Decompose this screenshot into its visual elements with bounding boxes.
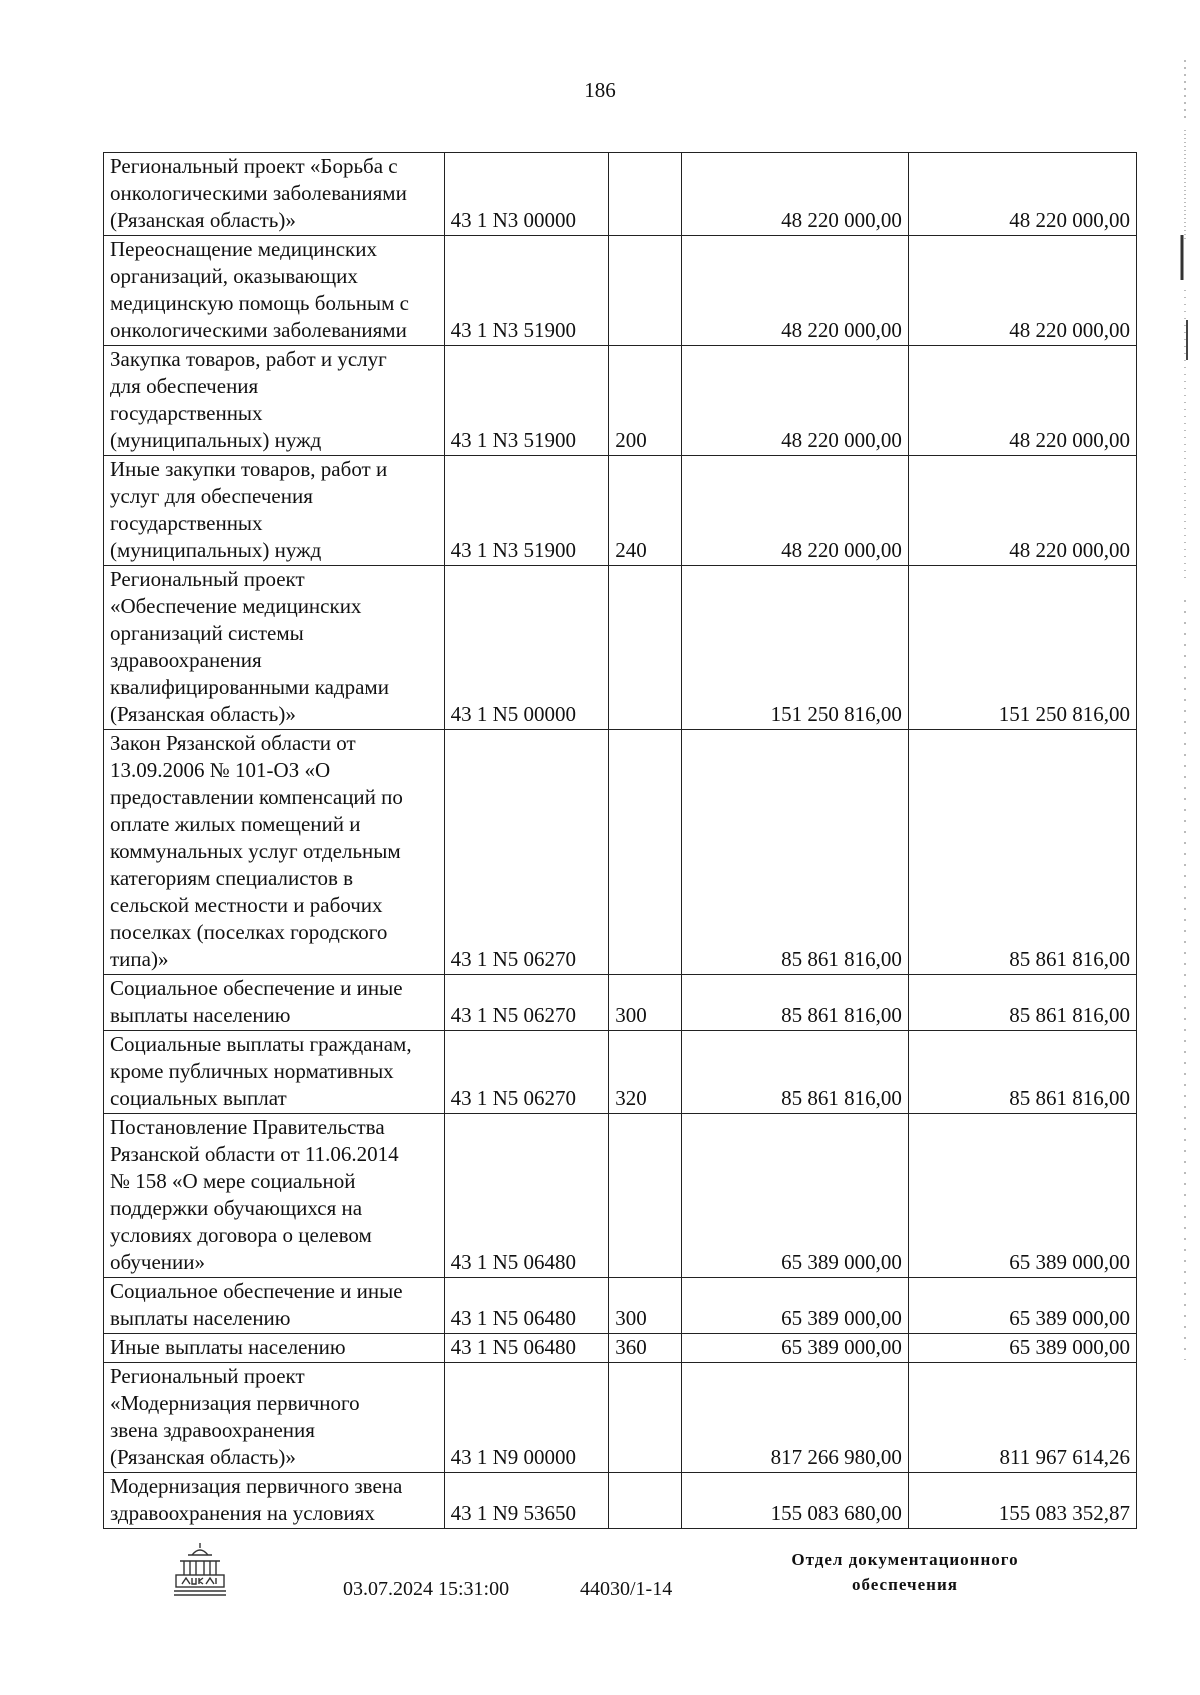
- row-name-line: (Рязанская область)»: [110, 1445, 296, 1469]
- row-code-cell: 43 1 N5 00000: [444, 566, 609, 730]
- scan-edge-marks: [1178, 60, 1192, 1360]
- row-type-cell: [609, 1363, 682, 1473]
- row-amount-cell: 65 389 000,00: [908, 1114, 1136, 1278]
- row-name-line: поддержки обучающихся на: [110, 1196, 363, 1220]
- row-name-line: Социальное обеспечение и иные: [110, 976, 403, 1000]
- footer-department-line: Отдел документационного: [791, 1550, 1019, 1569]
- row-name-line: выплаты населению: [110, 1306, 291, 1330]
- row-name-line: обучении»: [110, 1250, 205, 1274]
- row-name-line: квалифицированными кадрами: [110, 675, 389, 699]
- row-code-cell: 43 1 N5 06270: [444, 975, 609, 1031]
- row-name-line: предоставлении компенсаций по: [110, 785, 403, 809]
- row-amount-cell: 151 250 816,00: [908, 566, 1136, 730]
- row-name-line: Социальные выплаты гражданам,: [110, 1032, 412, 1056]
- row-name-line: «Обеспечение медицинских: [110, 594, 362, 618]
- row-amount-cell: 65 389 000,00: [681, 1334, 908, 1363]
- row-name-line: онкологическими заболеваниями: [110, 318, 407, 342]
- row-amount-cell: 48 220 000,00: [681, 456, 908, 566]
- row-code-cell: 43 1 N5 06480: [444, 1114, 609, 1278]
- row-name-line: Социальное обеспечение и иные: [110, 1279, 403, 1303]
- row-code-cell: 43 1 N3 00000: [444, 153, 609, 236]
- row-name-line: категориям специалистов в: [110, 866, 354, 890]
- row-code-cell: 43 1 N5 06270: [444, 1031, 609, 1114]
- row-type-cell: [609, 236, 682, 346]
- row-amount-cell: 155 083 352,87: [908, 1473, 1136, 1529]
- row-amount-cell: 85 861 816,00: [908, 1031, 1136, 1114]
- row-name-cell: [104, 153, 445, 236]
- row-name-line: здравоохранения на условиях: [110, 1501, 375, 1525]
- row-name-line: Региональный проект: [110, 1364, 305, 1388]
- row-name-line: «Модернизация первичного: [110, 1391, 360, 1415]
- footer-timestamp: 03.07.2024 15:31:00: [343, 1578, 510, 1600]
- table-row: [104, 1363, 1137, 1473]
- row-name-line: Переоснащение медицинских: [110, 237, 377, 261]
- row-name-line: (Рязанская область)»: [110, 208, 296, 232]
- row-code-cell: 43 1 N5 06480: [444, 1278, 609, 1334]
- row-code-cell: 43 1 N5 06480: [444, 1334, 609, 1363]
- row-name-line: Рязанской области от 11.06.2014: [110, 1142, 399, 1166]
- row-amount-cell: 811 967 614,26: [908, 1363, 1136, 1473]
- row-amount-cell: 48 220 000,00: [681, 236, 908, 346]
- row-type-cell: 360: [609, 1334, 682, 1363]
- row-type-cell: 300: [609, 975, 682, 1031]
- row-amount-cell: 48 220 000,00: [681, 346, 908, 456]
- row-name-line: звена здравоохранения: [110, 1418, 315, 1442]
- row-amount-cell: 48 220 000,00: [681, 153, 908, 236]
- row-name-line: коммунальных услуг отдельным: [110, 839, 401, 863]
- row-amount-cell: 65 389 000,00: [681, 1114, 908, 1278]
- row-code-cell: 43 1 N9 00000: [444, 1363, 609, 1473]
- row-amount-cell: 48 220 000,00: [908, 153, 1136, 236]
- budget-table: [103, 152, 1137, 1529]
- row-amount-cell: 85 861 816,00: [681, 730, 908, 975]
- table-row: [104, 1114, 1137, 1278]
- row-amount-cell: 817 266 980,00: [681, 1363, 908, 1473]
- row-type-cell: 240: [609, 456, 682, 566]
- row-code-cell: 43 1 N9 53650: [444, 1473, 609, 1529]
- row-name-line: сельской местности и рабочих: [110, 893, 383, 917]
- table-row: [104, 346, 1137, 456]
- row-name-line: оплате жилых помещений и: [110, 812, 361, 836]
- row-type-cell: 320: [609, 1031, 682, 1114]
- row-name-cell: [104, 566, 445, 730]
- row-name-line: (муниципальных) нужд: [110, 428, 322, 452]
- row-amount-cell: 48 220 000,00: [908, 236, 1136, 346]
- row-amount-cell: 65 389 000,00: [681, 1278, 908, 1334]
- row-amount-cell: 85 861 816,00: [681, 975, 908, 1031]
- table-row: [104, 1473, 1137, 1529]
- footer-document-code: 44030/1-14: [580, 1578, 673, 1600]
- row-name-line: Закупка товаров, работ и услуг: [110, 347, 387, 371]
- budget-table-body: [104, 153, 1137, 1529]
- row-name-line: медицинскую помощь больным с: [110, 291, 409, 315]
- row-name-line: кроме публичных нормативных: [110, 1059, 394, 1083]
- table-row: [104, 1031, 1137, 1114]
- page-number: 186: [584, 78, 616, 102]
- row-name-cell: [104, 346, 445, 456]
- row-name-cell: [104, 1114, 445, 1278]
- row-amount-cell: 48 220 000,00: [908, 456, 1136, 566]
- row-name-line: Иные закупки товаров, работ и: [110, 457, 388, 481]
- table-row: [104, 1334, 1137, 1363]
- row-name-line: выплаты населению: [110, 1003, 291, 1027]
- row-name-cell: [104, 1334, 445, 1363]
- row-name-line: организаций системы: [110, 621, 304, 645]
- row-name-cell: [104, 1363, 445, 1473]
- table-row: [104, 456, 1137, 566]
- row-name-line: государственных: [110, 401, 263, 425]
- row-amount-cell: 65 389 000,00: [908, 1334, 1136, 1363]
- table-row: [104, 153, 1137, 236]
- row-name-line: Закон Рязанской области от: [110, 731, 356, 755]
- row-name-line: государственных: [110, 511, 263, 535]
- row-name-line: здравоохранения: [110, 648, 262, 672]
- row-amount-cell: 85 861 816,00: [681, 1031, 908, 1114]
- row-name-line: организаций, оказывающих: [110, 264, 358, 288]
- row-name-cell: [104, 1031, 445, 1114]
- row-type-cell: [609, 1473, 682, 1529]
- footer-department-stamp: [730, 1547, 1080, 1597]
- row-code-cell: 43 1 N3 51900: [444, 456, 609, 566]
- row-name-line: типа)»: [110, 947, 169, 971]
- row-amount-cell: 48 220 000,00: [908, 346, 1136, 456]
- row-name-cell: [104, 730, 445, 975]
- row-amount-cell: 85 861 816,00: [908, 730, 1136, 975]
- row-type-cell: [609, 730, 682, 975]
- row-name-line: условиях договора о целевом: [110, 1223, 372, 1247]
- row-name-cell: [104, 456, 445, 566]
- row-name-line: Иные выплаты населению: [110, 1335, 346, 1359]
- row-name-line: (муниципальных) нужд: [110, 538, 322, 562]
- row-name-line: Модернизация первичного звена: [110, 1474, 403, 1498]
- row-name-line: № 158 «О мере социальной: [110, 1169, 356, 1193]
- footer-department-line: обеспечения: [852, 1575, 958, 1594]
- duma-building-icon: [170, 1541, 230, 1599]
- row-name-line: (Рязанская область)»: [110, 702, 296, 726]
- row-code-cell: 43 1 N3 51900: [444, 346, 609, 456]
- row-name-line: услуг для обеспечения: [110, 484, 313, 508]
- row-name-line: поселках (поселках городского: [110, 920, 388, 944]
- row-type-cell: [609, 153, 682, 236]
- table-row: [104, 236, 1137, 346]
- table-row: [104, 730, 1137, 975]
- row-name-line: Региональный проект: [110, 567, 305, 591]
- row-code-cell: 43 1 N5 06270: [444, 730, 609, 975]
- row-name-line: Региональный проект «Борьба с: [110, 154, 398, 178]
- table-row: [104, 975, 1137, 1031]
- row-name-cell: [104, 1473, 445, 1529]
- row-name-cell: [104, 236, 445, 346]
- row-amount-cell: 151 250 816,00: [681, 566, 908, 730]
- table-row: [104, 566, 1137, 730]
- row-name-line: онкологическими заболеваниями: [110, 181, 407, 205]
- row-name-line: Постановление Правительства: [110, 1115, 385, 1139]
- row-type-cell: 200: [609, 346, 682, 456]
- row-type-cell: 300: [609, 1278, 682, 1334]
- row-amount-cell: 85 861 816,00: [908, 975, 1136, 1031]
- row-name-line: 13.09.2006 № 101-ОЗ «О: [110, 758, 331, 782]
- row-amount-cell: 65 389 000,00: [908, 1278, 1136, 1334]
- row-amount-cell: 155 083 680,00: [681, 1473, 908, 1529]
- row-type-cell: [609, 566, 682, 730]
- row-name-line: социальных выплат: [110, 1086, 287, 1110]
- row-code-cell: 43 1 N3 51900: [444, 236, 609, 346]
- row-type-cell: [609, 1114, 682, 1278]
- row-name-cell: [104, 975, 445, 1031]
- row-name-line: для обеспечения: [110, 374, 259, 398]
- table-row: [104, 1278, 1137, 1334]
- row-name-cell: [104, 1278, 445, 1334]
